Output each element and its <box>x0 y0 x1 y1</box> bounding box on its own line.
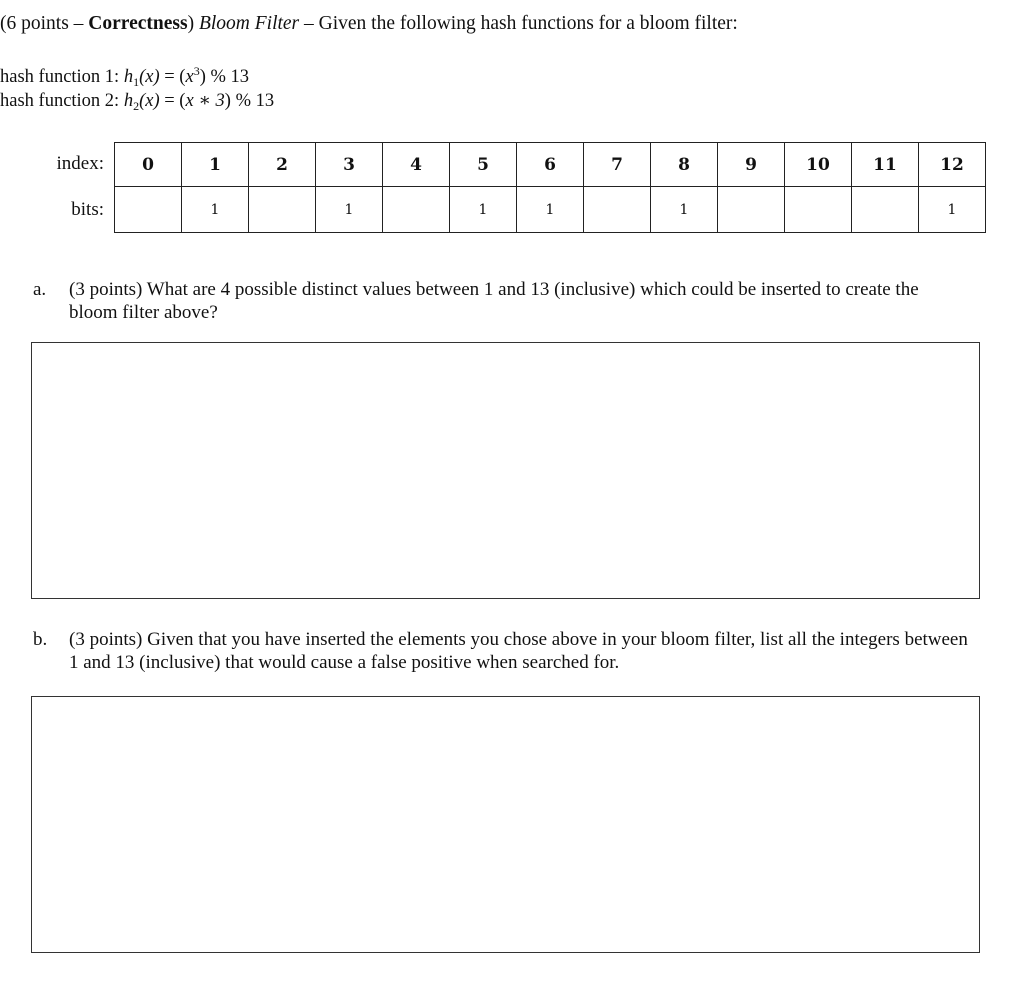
index-row <box>115 143 986 187</box>
question-a-text: (3 points) What are 4 possible distinct values between 1 and 13 (inclusive) which could be inserted to create the bloom filter above? <box>69 279 919 323</box>
bits-row <box>115 187 986 233</box>
bit-cell: 1 <box>182 187 249 233</box>
question-header <box>0 13 738 35</box>
hash-2-name: h <box>123 91 134 111</box>
question-b-letter: b. <box>33 629 48 650</box>
hash-2-arg: (x) <box>139 91 160 111</box>
bits-row-label: bits: <box>71 199 104 220</box>
index-cell: 8 <box>651 143 718 187</box>
bit-cell <box>718 187 785 233</box>
header-mid: ) <box>187 13 199 34</box>
answer-box-b[interactable] <box>31 696 980 953</box>
hash-1-body: x <box>185 67 194 87</box>
hash-function-1 <box>0 64 249 90</box>
hash-1-label: hash function 1: <box>0 67 124 87</box>
bit-cell: 1 <box>316 187 383 233</box>
hash-1-arg: (x) <box>139 67 160 87</box>
header-bold: Correctness <box>88 13 188 34</box>
hash-1-sup: 3 <box>193 64 200 78</box>
hash-1-eq: = ( <box>159 67 186 87</box>
header-suffix: – Given the following hash functions for a bloom filter: <box>299 13 738 34</box>
bloom-filter-table <box>114 142 986 233</box>
index-cell: 9 <box>718 143 785 187</box>
bit-cell <box>115 187 182 233</box>
index-cell: 3 <box>316 143 383 187</box>
hash-function-2 <box>0 90 274 114</box>
index-cell: 4 <box>383 143 450 187</box>
question-b-text: (3 points) Given that you have inserted the elements you chose above in your bloom filter, list all the integers between 1 and 13 (inclusive) that would cause a false positive when searched for. <box>69 629 968 673</box>
bit-cell: 1 <box>450 187 517 233</box>
index-cell: 11 <box>852 143 919 187</box>
hash-2-body: x ∗ 3 <box>185 91 225 111</box>
index-cell: 2 <box>249 143 316 187</box>
bit-cell <box>249 187 316 233</box>
bit-cell <box>584 187 651 233</box>
question-a-letter: a. <box>33 279 47 300</box>
index-cell: 10 <box>785 143 852 187</box>
index-cell: 0 <box>115 143 182 187</box>
header-italic: Bloom Filter <box>198 13 300 34</box>
answer-box-a[interactable] <box>31 342 980 599</box>
index-row-label: index: <box>56 153 104 174</box>
bit-cell <box>852 187 919 233</box>
bit-cell <box>785 187 852 233</box>
header-prefix: (6 points – <box>0 13 89 34</box>
hash-2-eq: = ( <box>159 91 186 111</box>
index-cell: 12 <box>919 143 986 187</box>
index-cell: 6 <box>517 143 584 187</box>
index-cell: 5 <box>450 143 517 187</box>
bit-cell: 1 <box>651 187 718 233</box>
index-cell: 1 <box>182 143 249 187</box>
hash-2-sub: 2 <box>133 99 140 113</box>
hash-2-tail: ) % 13 <box>224 91 275 111</box>
bit-cell: 1 <box>919 187 986 233</box>
hash-1-sub: 1 <box>133 75 140 89</box>
bit-cell <box>383 187 450 233</box>
hash-1-tail: ) % 13 <box>199 67 250 87</box>
hash-2-label: hash function 2: <box>0 91 124 111</box>
bit-cell: 1 <box>517 187 584 233</box>
hash-1-name: h <box>123 67 134 87</box>
index-cell: 7 <box>584 143 651 187</box>
